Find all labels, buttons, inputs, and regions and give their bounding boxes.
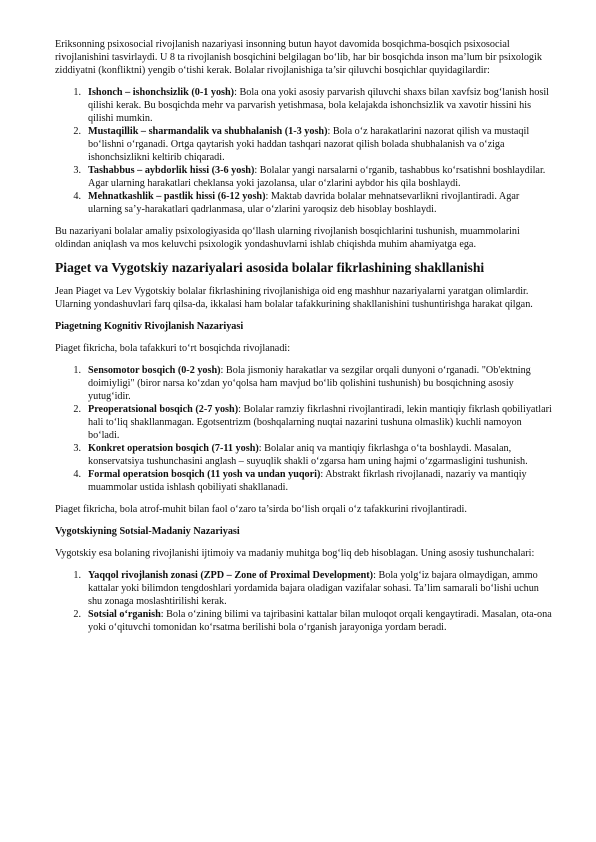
list-item [55,403,555,442]
list-item [55,86,555,125]
stage-term: Formal operatsion bosqich (11 yosh va undan yuqori) [88,469,321,480]
concept-description: : Bola yolg‘iz bajara olmaydigan, ammo kattalar yoki bilimdon tengdoshlari yordamida bajara oladigan vazifalar sohasi. Ta’lim samarali bo‘lishi uchun shu zonaga moslashtirilishi kerak. [88,570,539,607]
stage-term: Mustaqillik – sharmandalik va shubhalanish (1-3 yosh) [88,126,328,137]
list-number: 2. [73,404,81,415]
document-page [55,38,555,643]
stage-description: : Bola o‘z harakatlarini nazorat qilish va mustaqil bo‘lishni o‘rganadi. Ortga qaytarish yoki haddan tashqari nazorat qilish bolada shubhalanish va o‘ziga ishonchsizlikni keltirib chiqaradi. [88,126,530,163]
stage-term: Mehnatkashlik – pastlik hissi (6-12 yosh) [88,191,266,202]
section-title: Piaget va Vygotskiy nazariyalari asosida bolalar fikrlashining shakllanishi [55,260,485,275]
stage-description: : Abstrakt fikrlash rivojlanadi, nazariy va mantiqiy muammolar ustida ishlash qobiliyati shakllanadi. [88,469,527,493]
stage-description: : Maktab davrida bolalar mehnatsevarlikni rivojlantiradi. Agar ularning sa’y-harakatlari qadrlanmasa, ular o‘zlarini yaroqsiz deb hisoblay boshlaydi. [88,191,520,215]
piaget-heading: Piagetning Kognitiv Rivojlanish Nazariyasi [55,321,244,332]
stage-term: Tashabbus – aybdorlik hissi (3-6 yosh) [88,165,255,176]
stage-description: : Bolalar aniq va mantiqiy fikrlashga o‘ta boshlaydi. Masalan, konservatsiya tushunchasini anglash – suyuqlik shakli o‘zgarsa ham uning hajmi o‘zgarmasligini tushunish. [88,443,528,467]
concept-term: Yaqqol rivojlanish zonasi (ZPD – Zone of Proximal Development) [88,570,374,581]
vygotsky-intro-paragraph: Vygotskiy esa bolaning rivojlanishi ijtimoiy va madaniy muhitga bog‘liq deb hisoblagan. Uning asosiy tushunchalari: [55,548,535,559]
erikson-intro-paragraph: Eriksonning psixosocial rivojlanish nazariyasi insonning butun hayot davomida bosqichma-bosqich psixosocial rivojlanishini tasvirlaydi. U 8 ta rivojlanish bosqichini belgilagan bo‘lib, har bir bosqichda inson ma’lum bir psixologik ziddiyatni (konfliktni) yengib o‘tishi kerak. Bolalar rivojlanishiga ta’sir qiluvchi bosqichlar quyidagilardir: [55,39,542,76]
stage-description: : Bola ona yoki asosiy parvarish qiluvchi shaxs bilan xavfsiz bog‘lanish hosil qilishi kerak. Bu bosqichda mehr va parvarish yetishmasa, bola kelajakda ishonchsizlik va xavotir hissini his qilishi mumkin. [88,87,549,124]
list-number: 4. [73,469,81,480]
stage-term: Sensomotor bosqich (0-2 yosh) [88,365,221,376]
section-intro-paragraph: Jean Piaget va Lev Vygotskiy bolalar fikrlashining rivojlanishiga oid eng mashhur nazariyalarni yaratgan olimlardir. Ularning yondashuvlari farq qilsa-da, ikkalasi ham bolalar tafakkurining shakllanishini tushuntirishga harakat qilgan. [55,286,533,310]
list-number: 3. [73,165,81,176]
piaget-intro-paragraph: Piaget fikricha, bola tafakkuri to‘rt bosqichda rivojlanadi: [55,343,291,354]
list-number: 2. [73,126,81,137]
list-item [55,569,555,608]
list-item [55,125,555,164]
vygotsky-heading: Vygotskiyning Sotsial-Madaniy Nazariyasi [55,526,240,537]
list-number: 2. [73,609,81,620]
list-item [55,608,555,634]
list-number: 1. [73,570,81,581]
stage-description: : Bolalar ramziy fikrlashni rivojlantiradi, lekin mantiqiy fikrlash qobiliyatlari hali to‘liq shakllanmagan. Egotsentrizm (boshqalarning nuqtai nazarini tushuna olmaslik) kuchli namoyon bo‘ladi. [88,404,552,441]
list-item [55,190,555,216]
stage-description: : Bola jismoniy harakatlar va sezgilar orqali dunyoni o‘rganadi. "Ob'ektning doimiyligi" (biror narsa ko‘zdan yo‘qolsa ham mavjud bo‘lib qolishini tushunish) bu bosqichning asosiy yutug‘idir. [88,365,531,402]
piaget-stages-list [55,364,555,494]
erikson-summary-paragraph: Bu nazariyani bolalar amaliy psixologiyasida qo‘llash ularning rivojlanish bosqichlarini tushunish, muammolarini oldindan aniqlash va mos keluvchi psixologik yondashuvlarni ishlab chiqishda muhim ahamiyatga ega. [55,226,520,250]
stage-term: Preoperatsional bosqich (2-7 yosh) [88,404,239,415]
list-number: 4. [73,191,81,202]
list-item [55,164,555,190]
list-number: 3. [73,443,81,454]
list-item [55,442,555,468]
stage-description: : Bolalar yangi narsalarni o‘rganib, tashabbus ko‘rsatishni boshlaydilar. Agar ularning harakatlari cheklansa yoki jazolansa, ular o‘zlarini aybdor his qila boshlaydi. [88,165,546,189]
vygotsky-concepts-list [55,569,555,634]
concept-description: : Bola o‘zining bilimi va tajribasini kattalar bilan muloqot orqali kengaytiradi. Masalan, ota-ona yoki o‘qituvchi tomonidan ko‘rsatma berilishi bola o‘rganish jarayoniga yordam beradi. [88,609,552,633]
concept-term: Sotsial o‘rganish [88,609,161,620]
piaget-summary-paragraph: Piaget fikricha, bola atrof-muhit bilan faol o‘zaro ta’sirda bo‘lish orqali o‘z tafakkurini rivojlantiradi. [55,504,467,515]
list-number: 1. [73,87,81,98]
stage-term: Konkret operatsion bosqich (7-11 yosh) [88,443,259,454]
list-item [55,364,555,403]
list-number: 1. [73,365,81,376]
list-item [55,468,555,494]
erikson-stages-list [55,86,555,216]
stage-term: Ishonch – ishonchsizlik (0-1 yosh) [88,87,235,98]
